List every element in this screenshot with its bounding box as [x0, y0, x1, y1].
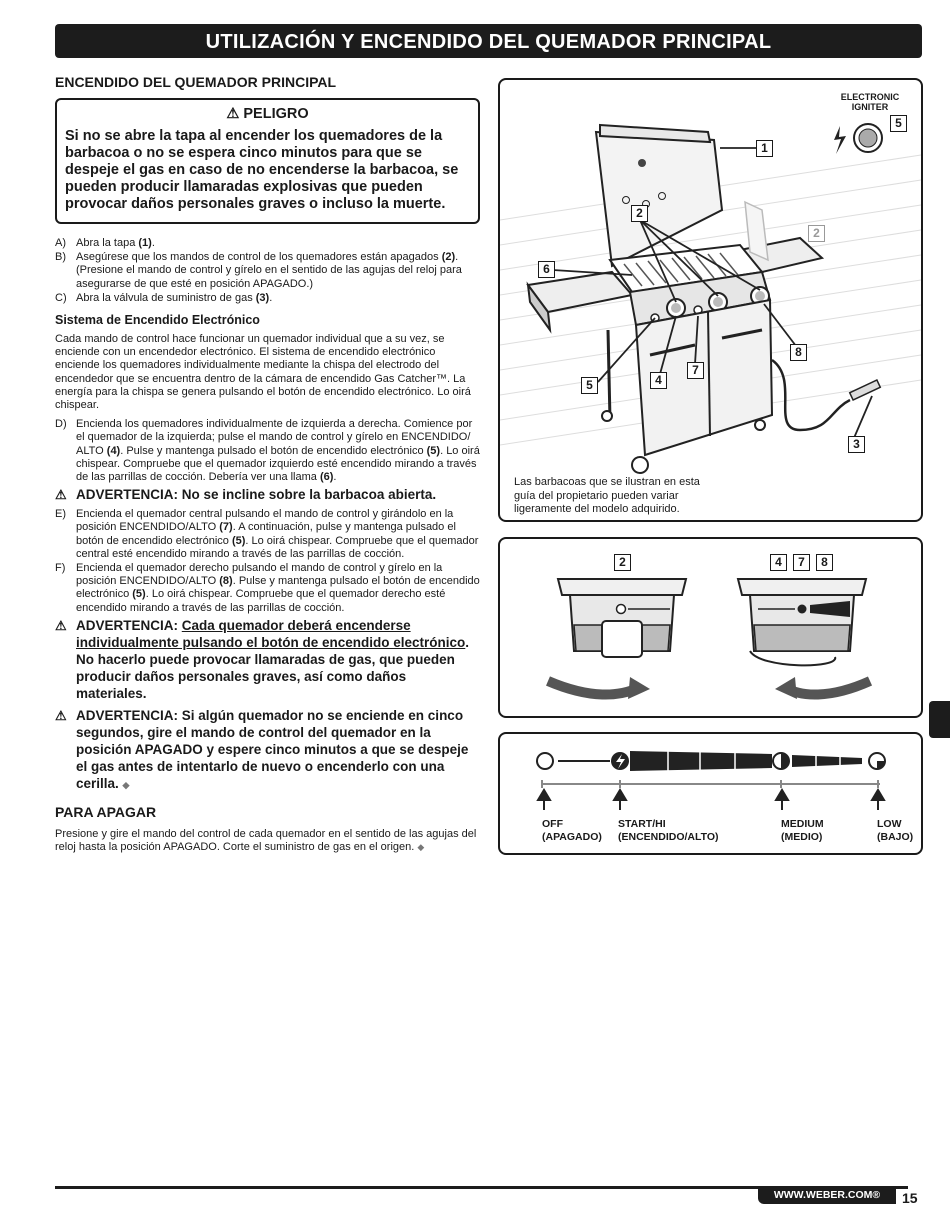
- warning-note: [55, 486, 480, 503]
- list-item: [55, 251, 480, 291]
- callout-8: 8: [816, 554, 833, 571]
- callout-2: 2: [631, 205, 648, 222]
- section-heading: PARA APAGAR: [55, 803, 157, 820]
- callout-4: 4: [770, 554, 787, 571]
- end-mark-icon: ◆: [122, 779, 130, 790]
- warning-text: ADVERTENCIA: Cada quemador deberá encenderse individualmente pulsando el botón de encendido electrónico. No hacerlo puede provocar llamaradas de gas, que pueden producir daños personales graves, así como daños materiales.: [76, 617, 470, 701]
- callout-5: 5: [890, 115, 907, 132]
- callout-4: 4: [650, 372, 667, 389]
- dial-position-figure: [498, 732, 923, 855]
- callout-5-bottom: 5: [581, 377, 598, 394]
- step-key: D): [55, 418, 67, 431]
- ignition-paragraph: Cada mando de control hace funcionar un quemador individual que a su vez, se enciende con un encendedor electrónico. El sistema de encendido electrónico enciende los quemadores individualmente mediante la chispa del electrodo del encendedor que se encuentra dentro de la cámara de encendido Gas Catcher™. La energía para la chispa se genera pulsando el botón de encendido electrónico. Lo oirá chispear.: [55, 333, 471, 412]
- list-item: [55, 237, 480, 250]
- lightning-icon: [834, 126, 846, 154]
- danger-title: [65, 106, 470, 122]
- danger-title-text: PELIGRO: [243, 106, 309, 122]
- warning-triangle-icon: ⚠: [55, 707, 67, 723]
- callout-3: 3: [848, 436, 865, 453]
- section-heading: ENCENDIDO DEL QUEMADOR PRINCIPAL: [55, 74, 337, 90]
- step-key: F): [55, 562, 66, 575]
- step-text: Asegúrese que los mandos de control de los quemadores están apagados (2). (Presione el mando de control y gírelo en el sentido de las agujas del reloj para asegurarse de que esté en posición APAGADO.): [76, 251, 462, 290]
- steps-list: [55, 508, 480, 615]
- warning-text: ADVERTENCIA: No se incline sobre la barbacoa abierta.: [76, 487, 437, 503]
- instructions-column: [55, 74, 480, 860]
- knob-figure: [498, 537, 923, 718]
- list-item: [55, 292, 480, 305]
- callout-6: 6: [538, 261, 555, 278]
- step-key: B): [55, 251, 66, 264]
- shutdown-paragraph: Presione y gire el mando del control de cada quemador en el sentido de las agujas del reloj hasta la posición APAGADO. Corte el suministro de gas en el origen. ◆: [55, 827, 477, 854]
- subsection-heading: Sistema de Encendido Electrónico: [55, 313, 260, 328]
- warning-triangle-icon: ⚠: [55, 487, 67, 503]
- end-mark-icon: ◆: [417, 842, 425, 853]
- dial-label-start-hi: START/HI (ENCENDIDO/ALTO): [618, 818, 719, 843]
- warning-note: [55, 617, 480, 702]
- warning-note: [55, 707, 480, 794]
- grill-figure: [498, 78, 923, 522]
- callout-7: 7: [687, 362, 704, 379]
- callout-2-right: 2: [808, 225, 825, 242]
- step-text: Encienda el quemador derecho pulsando el mando de control y gírelo en la posición ENCENDIDO/ALTO (8). Pulse y mantenga pulsado el botón de encendido electrónico (5). Lo oirá chispear. Compruebe que el quemador derecho esté encendido mirando a través de las parrillas de cocción.: [76, 562, 480, 614]
- step-text: Encienda el quemador central pulsando el mando de control y girándolo en la posición ENCENDIDO/ALTO (7). A continuación, pulse y mantenga pulsado el botón de encendido electrónico (5). Lo oirá chispear. Compruebe que el quemador central esté encendido mirando a través de las parrillas de cocción.: [76, 508, 479, 560]
- list-item: [55, 508, 480, 561]
- chapter-tab: [929, 701, 950, 738]
- step-key: A): [55, 237, 66, 249]
- grill-illustration: [500, 80, 921, 520]
- callout-1: 1: [756, 140, 773, 157]
- step-text: Encienda los quemadores individualmente de izquierda a derecha. Comience por el quemador de la izquierda; pulse el mando de control y gírelo en ENCENDIDO/ ALTO (4). Pulse y mantenga pulsado el botón de encendido electrónico (5). Lo oirá chispear. Compruebe que el quemador izquierdo esté encendido mirando a través de las parrillas de cocción. Debería ver una llama (6).: [76, 418, 480, 484]
- footer-website: WWW.WEBER.COM®: [758, 1186, 896, 1204]
- callout-2: 2: [614, 554, 631, 571]
- list-item: [55, 418, 480, 484]
- list-item: [55, 562, 480, 615]
- dial-label-medium: MEDIUM (MEDIO): [781, 818, 824, 843]
- page-title: UTILIZACIÓN Y ENCENDIDO DEL QUEMADOR PRINCIPAL: [55, 24, 922, 58]
- danger-box: [55, 98, 480, 224]
- steps-list: [55, 418, 480, 484]
- step-text: Abra la válvula de suministro de gas (3).: [76, 291, 273, 304]
- danger-body: Si no se abre la tapa al encender los quemadores de la barbacoa o no se espera cinco minutos para que se despeje el gas en caso de no encenderse la barbacoa, se pueden producir llamaradas explosivas que pueden provocar daños personales graves o incluso la muerte.: [65, 128, 459, 212]
- figure-caption: Las barbacoas que se ilustran en esta guía del propietario pueden variar ligeramente del modelo adquirido.: [514, 476, 700, 515]
- steps-list: [55, 237, 480, 305]
- page-number: 15: [902, 1190, 918, 1206]
- igniter-label: ELECTRONIC IGNITER: [840, 92, 900, 112]
- off-icon: [537, 753, 553, 769]
- dial-label-off: OFF (APAGADO): [542, 818, 602, 843]
- dial-label-low: LOW (BAJO): [877, 818, 914, 843]
- step-text: Abra la tapa (1).: [76, 237, 155, 249]
- warning-text: ADVERTENCIA: Si algún quemador no se enciende en cinco segundos, gire el mando de control del quemador en la posición APAGADO y espere cinco minutos a que se despeje el gas antes de intentarlo de nuevo o encenderlo con una cerilla. ◆: [76, 707, 469, 791]
- warning-triangle-icon: ⚠: [226, 106, 240, 122]
- callout-7: 7: [793, 554, 810, 571]
- step-key: C): [55, 291, 67, 304]
- callout-8: 8: [790, 344, 807, 361]
- warning-triangle-icon: ⚠: [55, 617, 67, 633]
- step-key: E): [55, 508, 66, 521]
- knob-illustration: [500, 539, 921, 716]
